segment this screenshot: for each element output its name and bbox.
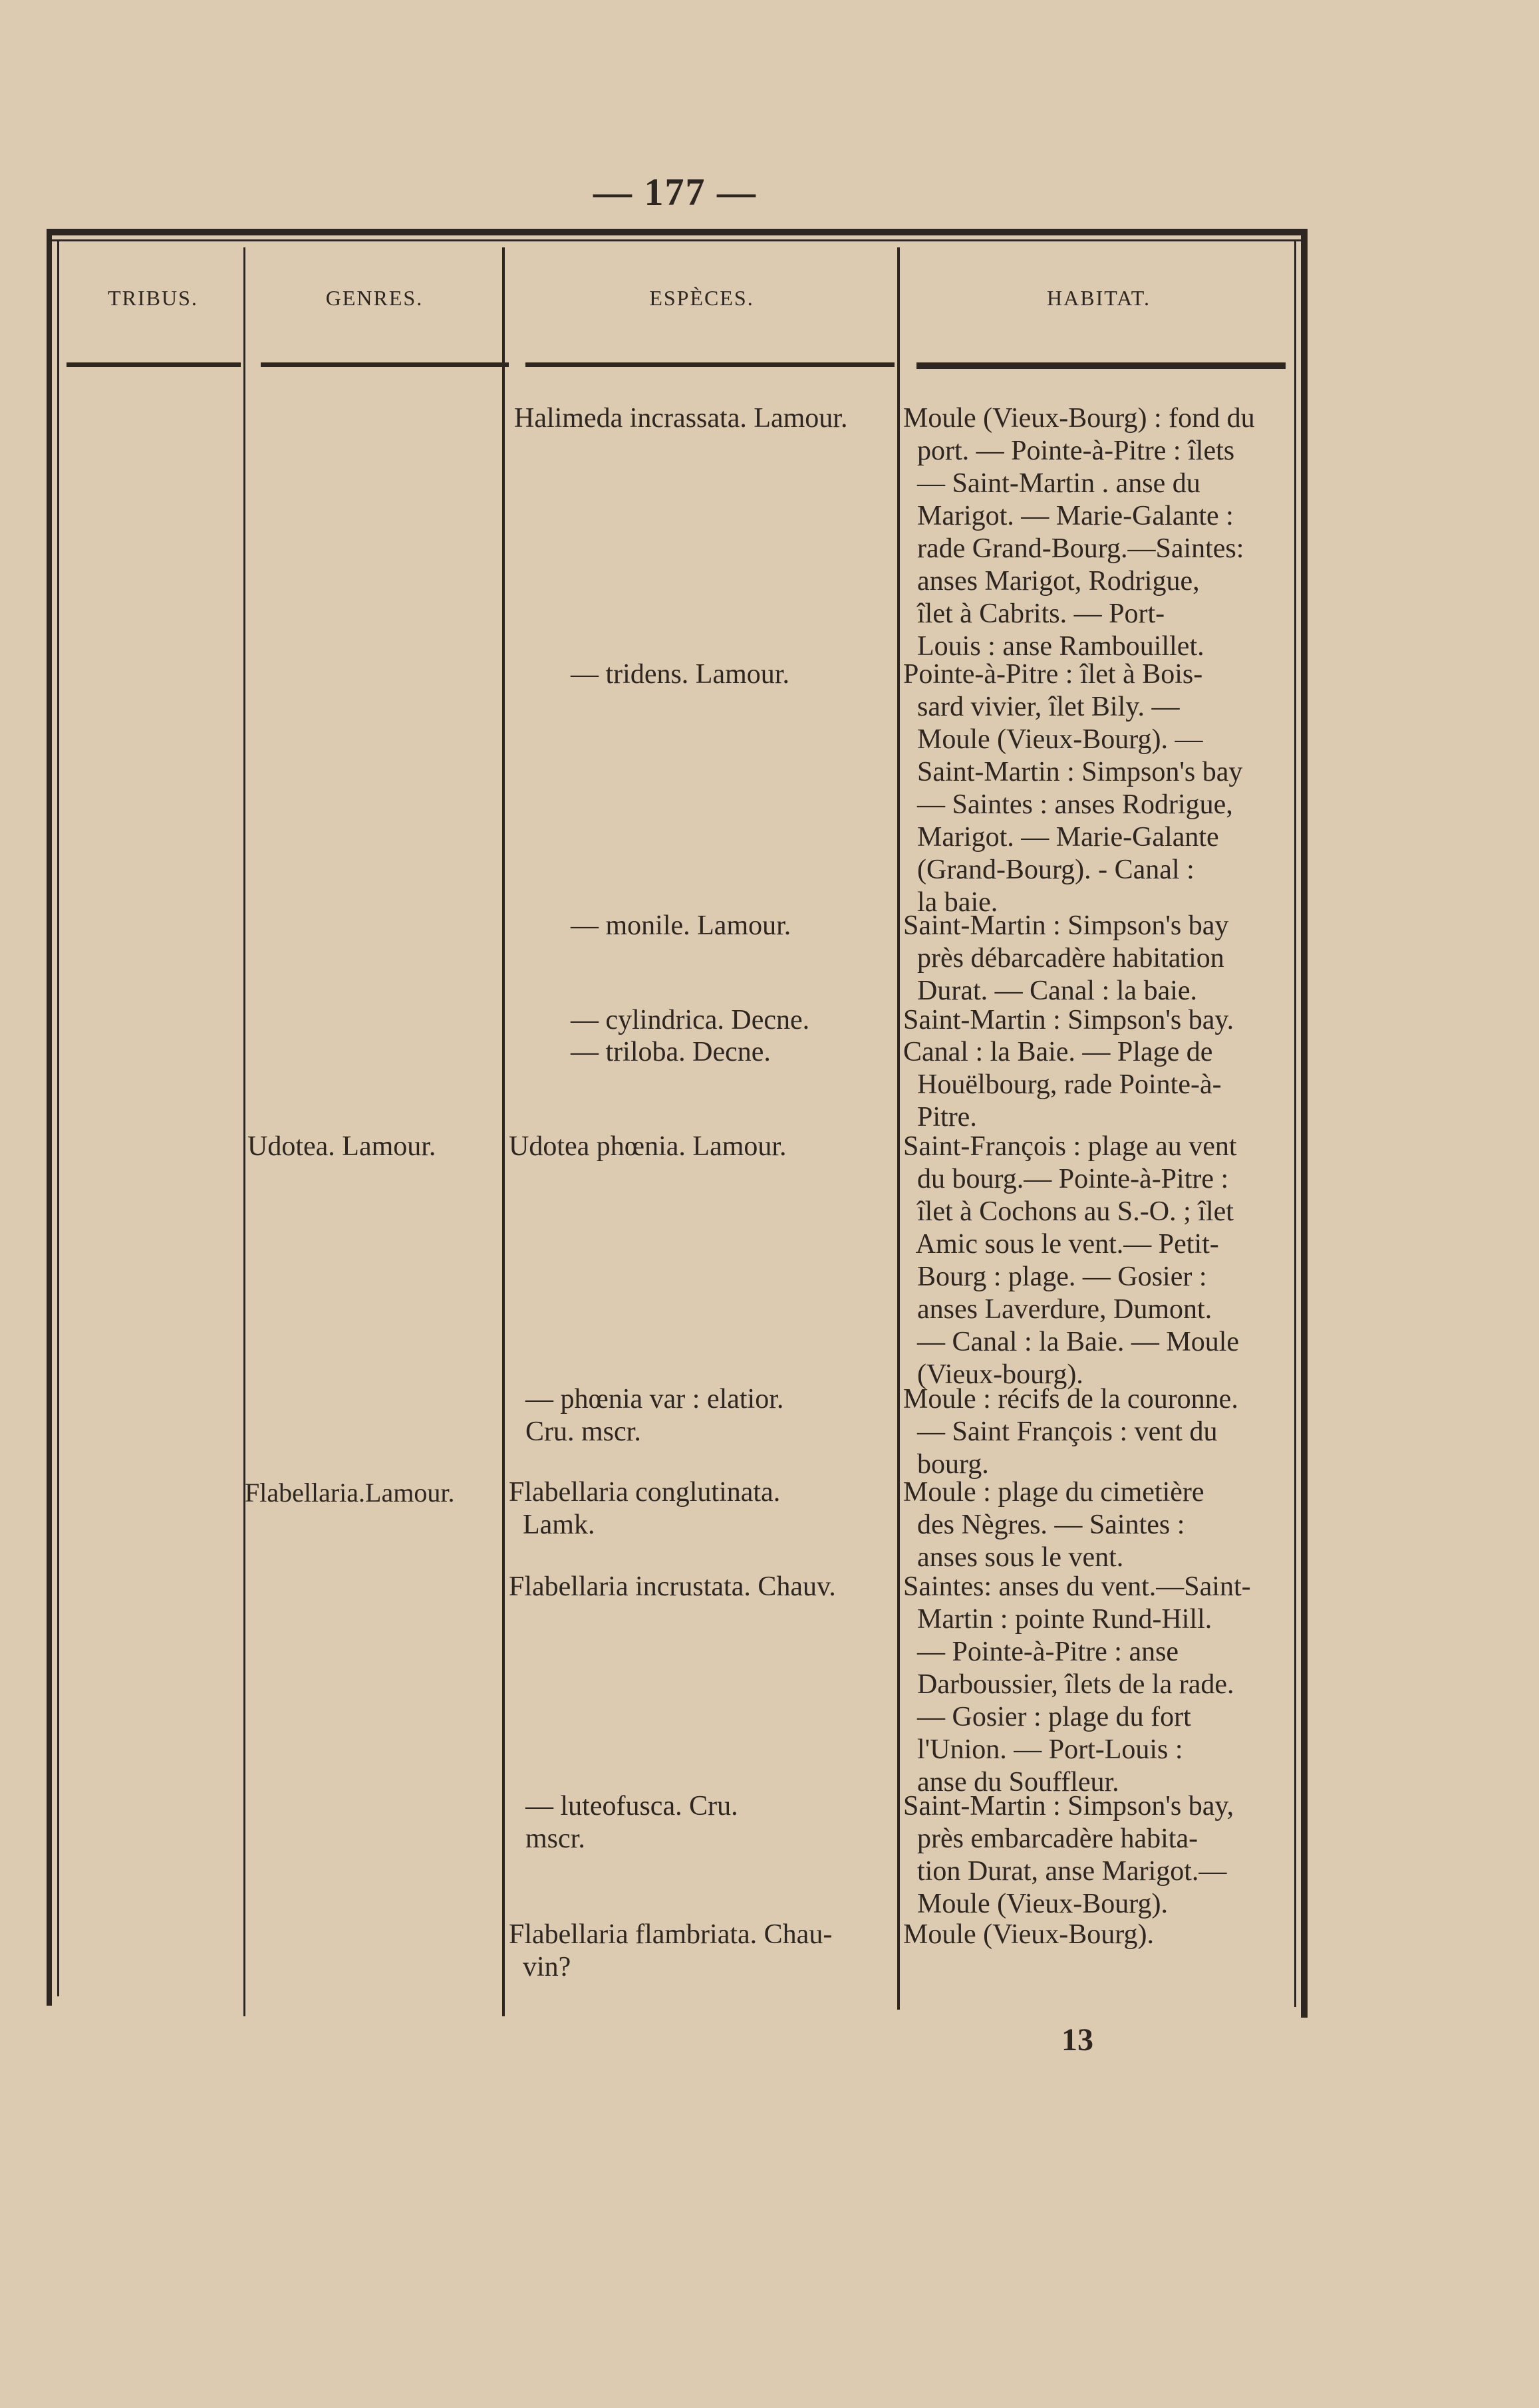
table-top-rule — [48, 229, 1304, 235]
page-number: — 177 — — [593, 170, 757, 213]
espece-cell: Halimeda incrassata. Lamour. — [514, 403, 848, 434]
genre-cell: Udotea. Lamour. — [247, 1131, 436, 1162]
habitat-cell: Saintes: anses du vent.—Saint- Martin : pointe Rund-Hill. — Pointe-à-Pitre : anse Darboussier, îlets de la rade. — Gosier : plage du fort l'Union. — Port-Louis : anse du Souffleur. — [903, 1571, 1251, 1798]
espece-cell: Udotea phœnia. Lamour. — [509, 1131, 787, 1162]
habitat-cell: Saint-François : plage au vent du bourg.— Pointe-à-Pitre : îlet à Cochons au S.-O. ; îlet Amic sous le vent.— Petit- Bourg : plage. — Gosier : anses Laverdure, Dumont. — Canal : la Baie. — Moule (Vieux-bourg). — [903, 1131, 1240, 1390]
habitat-cell: Moule : plage du cimetière des Nègres. — Saintes : anses sous le vent. — [903, 1477, 1204, 1573]
espece-cell: Flabellaria flambriata. Chau- vin? — [509, 1919, 833, 1982]
table-right-border-thin — [1294, 241, 1296, 2007]
espece-cell: Flabellaria incrustata. Chauv. — [509, 1571, 836, 1602]
column-divider-genres-especes — [502, 247, 505, 2016]
espece-cell: — phœnia var : elatior. Cru. mscr. — [525, 1384, 784, 1447]
habitat-cell: Saint-Martin : Simpson's bay. — [903, 1005, 1234, 1035]
header-genres: GENRES. — [325, 286, 424, 310]
habitat-cell: Moule (Vieux-Bourg). — [903, 1919, 1154, 1950]
column-divider-especes-habitat — [897, 247, 900, 2010]
habitat-cell: Canal : la Baie. — Plage de Houëlbourg, rade Pointe-à- Pitre. — [903, 1037, 1222, 1133]
header-rule-genres — [261, 362, 509, 367]
espece-cell: — luteofusca. Cru. mscr. — [525, 1791, 738, 1854]
table-right-border — [1301, 229, 1308, 2018]
header-rule-especes — [525, 362, 895, 367]
espece-cell: — tridens. Lamour. — [571, 659, 789, 690]
habitat-cell: Moule : récifs de la couronne. — Saint François : vent du bourg. — [903, 1384, 1238, 1480]
espece-cell: Flabellaria conglutinata. Lamk. — [509, 1477, 781, 1540]
header-rule-habitat — [916, 362, 1286, 369]
table-top-rule-thin — [48, 239, 1304, 241]
header-habitat: HABITAT. — [1047, 286, 1151, 310]
column-divider-tribus-genres — [243, 247, 245, 2016]
header-rule-tribus — [67, 362, 241, 367]
habitat-cell: Saint-Martin : Simpson's bay près débarcadère habitation Durat. — Canal : la baie. — [903, 910, 1229, 1006]
habitat-cell: Pointe-à-Pitre : îlet à Bois- sard vivier, îlet Bily. — Moule (Vieux-Bourg). — Saint-Martin : Simpson's bay — Saintes : anses Rodrigue, Marigot. — Marie-Galante (Grand-Bourg). - Canal : la baie. — [903, 659, 1243, 918]
espece-cell: — triloba. Decne. — [571, 1037, 771, 1067]
espece-cell: — cylindrica. Decne. — [571, 1005, 810, 1035]
header-especes: ESPÈCES. — [649, 286, 754, 310]
habitat-cell: Moule (Vieux-Bourg) : fond du port. — Pointe-à-Pitre : îlets — Saint-Martin . anse du Marigot. — Marie-Galante : rade Grand-Bourg.—Saintes: anses Marigot, Rodrigue, îlet à Cabrits. — Port- Louis : anse Rambouillet. — [903, 403, 1255, 662]
table-left-border-thin — [57, 241, 59, 1996]
genre-cell: Flabellaria.Lamour. — [245, 1478, 455, 1508]
signature-mark: 13 — [1061, 2022, 1093, 2058]
habitat-cell: Saint-Martin : Simpson's bay, près embarcadère habita- tion Durat, anse Marigot.— Moule (Vieux-Bourg). — [903, 1791, 1234, 1919]
espece-cell: — monile. Lamour. — [571, 910, 791, 941]
header-tribus: TRIBUS. — [108, 286, 198, 310]
table-left-border — [47, 229, 52, 2006]
